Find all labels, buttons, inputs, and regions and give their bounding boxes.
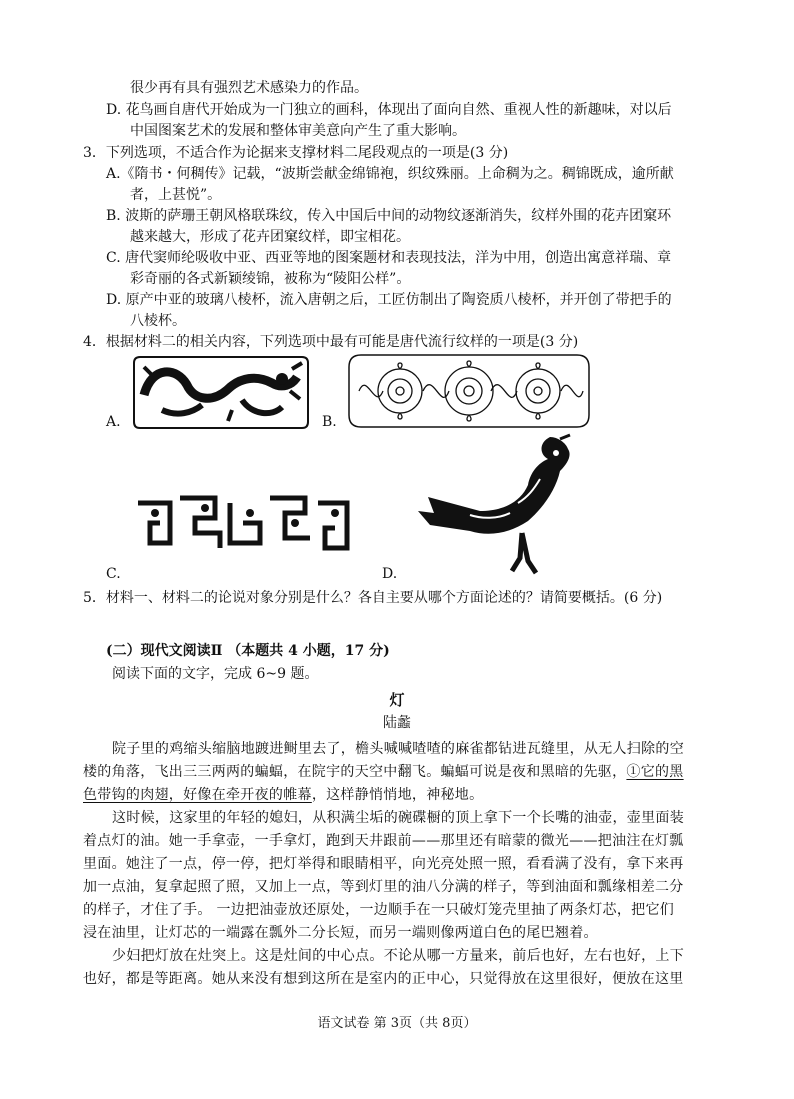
passage-p1-line3: [83, 785, 483, 805]
q4-stem: 4．根据材料二的相关内容，下列选项中最有可能是唐代流行纹样的一项是(3 分): [83, 334, 579, 350]
q3-option-b-line1: B. 波斯的萨珊王朝风格联珠纹，传入中国后中间的动物纹逐渐消失，纹样外围的花卉团窠环: [106, 208, 672, 224]
q3-option-a-line2: 者，上甚悦”。: [130, 187, 222, 203]
passage-p2-line6: 浸在油里，让灯芯的一端露在瓢外二分长短，而另一端则像两道白色的尾巴翘着。: [83, 925, 598, 941]
passage-p2-line3: 里面。她注了一点，停一停，把灯举得和眼睛相平，向光亮处照一照，看看满了没有，拿下来再: [83, 856, 684, 872]
passage-p2-line4: 加一点油，复拿起照了照，又加上一点，等到灯里的油八分满的样子，等到油面和瓢缘相差二分: [83, 879, 684, 895]
q3-option-a-line1: A.《隋书・何稠传》记载，“波斯尝献金绵锦袍，织纹殊丽。上命稠为之。稠锦既成，逾所献: [106, 166, 674, 182]
q4-option-d-label: D.: [382, 566, 398, 582]
passage-author: 陆蠡: [383, 715, 411, 731]
q3-option-d-line1: D. 原产中亚的玻璃八棱杯，流入唐朝之后，工匠仿制出了陶瓷质八棱杯，并开创了带把手的: [106, 292, 672, 308]
passage-p2-line1: 这时候，这家里的年轻的媳妇，从积满尘垢的碗碟橱的顶上拿下一个长嘴的油壶，壶里面装: [112, 810, 684, 826]
dragon-pattern-image: [132, 355, 310, 430]
passage-p1-line3-text: ，这样静悄悄地，神秘地。: [311, 787, 484, 803]
passage-p3-line1: 少妇把灯放在灶突上。这是灶间的中心点。不论从哪一方量来，前后也好，左右也好，上下: [112, 948, 684, 964]
underlined-sentence-1-end: 色带钩的肉翅，好像在牵开夜的帷幕: [83, 787, 312, 803]
page-footer: 语文试卷 第 3页（共 8页）: [317, 1016, 477, 1031]
q2-option-d-line1: D. 花鸟画自唐代开始成为一门独立的画科，体现出了面向自然、重视人性的新趣味，对以后: [106, 102, 672, 118]
passage-p3-line2: 也好，都是等距离。她从来没有想到这所在是室内的正中心，只觉得放在这里很好，便放在这里: [83, 971, 684, 987]
geometric-pattern-image: [135, 493, 350, 553]
q4-option-b-label: B.: [322, 414, 337, 430]
q3-option-b-line2: 越来越大，形成了花卉团窠纹样，即宝相花。: [130, 229, 410, 245]
q5-stem: 5．材料一、材料二的论说对象分别是什么？各自主要从哪个方面论述的？请简要概括。(6 分): [83, 590, 663, 606]
q4-option-c-label: C.: [106, 566, 121, 582]
passage-p2-line5: 的样子，才住了手。 一边把油壶放还原处，一边顺手在一只破灯笼壳里抽了两条灯芯，把它们: [83, 902, 675, 918]
q3-stem: 3．下列选项，不适合作为论据来支撑材料二尾段观点的一项是(3 分): [83, 145, 509, 161]
q4-option-a-label: A.: [106, 414, 121, 430]
passage-p2-line2: 着点灯的油。她一手拿壶，一手拿灯，跑到天井跟前——那里还有暗蒙的微光——把油注在灯瓢: [83, 833, 684, 849]
q3-option-d-line2: 八棱杯。: [130, 313, 186, 329]
q2-option-d-line2: 中国图案艺术的发展和整体审美意向产生了重大影响。: [130, 123, 466, 139]
section-instruction: 阅读下面的文字，完成 6~9 题。: [112, 666, 319, 682]
section-heading: (二）现代文阅读Ⅱ （本题共 4 小题，17 分): [106, 643, 390, 659]
q3-option-c-line2: 彩奇丽的各式新颖绫锦，被称为“陵阳公样”。: [130, 271, 411, 287]
floral-scroll-pattern-image: [345, 351, 593, 431]
passage-title: 灯: [389, 691, 405, 709]
q2-c-tail: 很少再有具有强烈艺术感染力的作品。: [130, 80, 368, 96]
passage-p1-line2: [83, 762, 684, 782]
passage-p1-line2-text: 楼的角落，飞出三三两两的蝙蝠，在院宇的天空中翻飞。蝙蝠可说是夜和黑暗的先驱，: [83, 764, 627, 780]
underlined-sentence-1-start: ①它的黑: [626, 764, 684, 780]
bird-pattern-image: [410, 433, 580, 578]
q3-option-c-line1: C. 唐代窦师纶吸收中亚、西亚等地的图案题材和表现技法，洋为中用，创造出寓意祥瑞、章: [106, 250, 672, 266]
passage-p1-line1: 院子里的鸡缩头缩脑地踱进鲥里去了，檐头喊喊喳喳的麻雀都钻进瓦缝里，从无人扫除的空: [112, 741, 684, 757]
